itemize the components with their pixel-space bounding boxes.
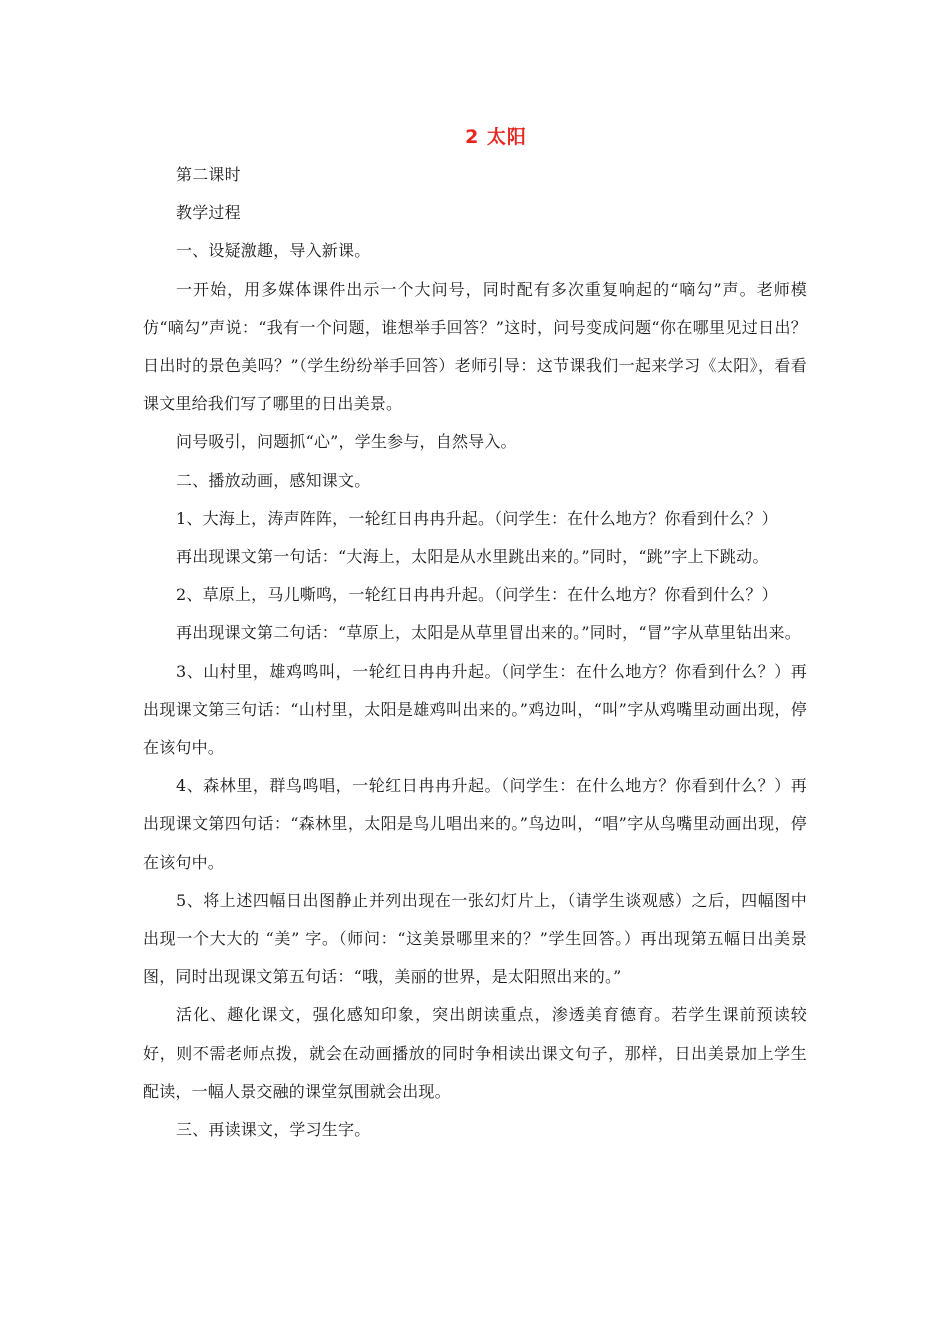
paragraph-teaching-process: 教学过程	[176, 203, 241, 223]
document-body	[143, 156, 807, 1149]
section-heading-2: 二、播放动画，感知课文。	[176, 470, 371, 490]
paragraph-step-1: 1、大海上，涛声阵阵，一轮红日冉冉升起。（问学生：在什么地方？你看到什么？）	[176, 508, 778, 528]
section-heading-1: 一、设疑激趣，导入新课。	[176, 241, 371, 261]
paragraph-step-3: 3、山村里，雄鸡鸣叫，一轮红日冉冉升起。（问学生：在什么地方？你看到什么？）再出现课文第三句话：“山村里，太阳是雄鸡叫出来的。”鸡边叫，“叫”字从鸡嘴里动画出现，停在该句中。	[143, 661, 807, 758]
paragraph-step-2: 2、草原上，马儿嘶鸣，一轮红日冉冉升起。（问学生：在什么地方？你看到什么？）	[176, 585, 778, 605]
document-page	[143, 118, 807, 1149]
paragraph-step-2-detail: 再出现课文第二句话：“草原上，太阳是从草里冒出来的。”同时，“冒”字从草里钻出来。	[176, 623, 801, 643]
section-heading-3: 三、再读课文，学习生字。	[176, 1120, 371, 1140]
paragraph-step-5: 5、将上述四幅日出图静止并列出现在一张幻灯片上，（请学生谈观感）之后，四幅图中出现一个大大的 “美” 字。（师问：“这美景哪里来的？”学生回答。）再出现第五幅日出美景图，同时出现课文第五句话：“哦，美丽的世界，是太阳照出来的。”	[143, 890, 807, 987]
document-title: 2 太阳	[465, 126, 527, 148]
paragraph-summary: 活化、趣化课文，强化感知印象，突出朗读重点，渗透美育德育。若学生课前预读较好，则不需老师点拨，就会在动画播放的同时争相读出课文句子，那样，日出美景加上学生配读，一幅人景交融的课堂氛围就会出现。	[143, 1005, 807, 1101]
paragraph-intro: 一开始，用多媒体课件出示一个大问号，同时配有多次重复响起的“嘀勾”声。老师模仿“嘀勾”声说：“我有一个问题，谁想举手回答？”这时，问号变成问题“你在哪里见过日出？日出时的景色美吗？”（学生纷纷举手回答）老师引导：这节课我们一起来学习《太阳》，看看课文里给我们写了哪里的日出美景。	[143, 279, 807, 414]
paragraph-lesson-period: 第二课时	[176, 165, 241, 184]
paragraph-intro-note: 问号吸引，问题抓“心”，学生参与，自然导入。	[176, 432, 517, 452]
paragraph-step-1-detail: 再出现课文第一句话：“大海上，太阳是从水里跳出来的。”同时，“跳”字上下跳动。	[176, 547, 769, 567]
paragraph-step-4: 4、森林里，群鸟鸣唱，一轮红日冉冉升起。（问学生：在什么地方？你看到什么？）再出现课文第四句话：“森林里，太阳是鸟儿唱出来的。”鸟边叫，“唱”字从鸟嘴里动画出现，停在该句中。	[143, 776, 807, 872]
